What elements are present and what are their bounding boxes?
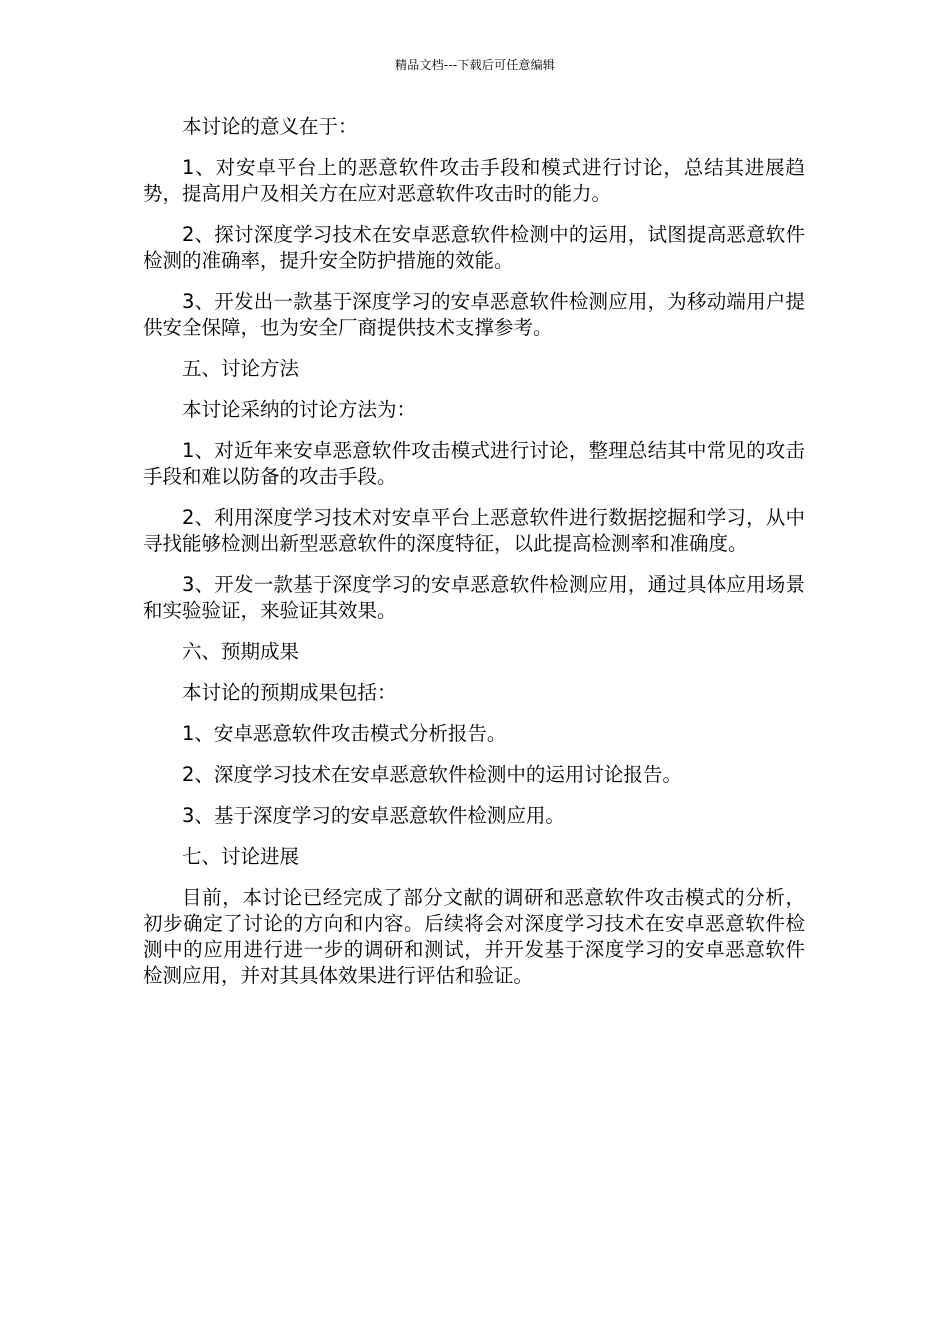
expected-results-item-1: 1、安卓恶意软件攻击模式分析报告。 bbox=[182, 722, 507, 745]
expected-results-intro: 本讨论的预期成果包括： bbox=[182, 681, 397, 704]
significance-item-2: 2、探讨深度学习技术在安卓恶意软件检测中的运用，试图提高恶意软件检测的准确率，提升安全防护措施的效能。 bbox=[143, 223, 805, 272]
progress-paragraph: 目前，本讨论已经完成了部分文献的调研和恶意软件攻击模式的分析，初步确定了讨论的方向和内容。后续将会对深度学习技术在安卓恶意软件检测中的应用进行进一步的调研和测试，并开发基于深度学习的安卓恶意软件检测应用，并对其具体效果进行评估和验证。 bbox=[143, 886, 805, 987]
methods-intro: 本讨论采纳的讨论方法为： bbox=[182, 398, 417, 421]
page-header: 精品文档---下载后可任意编辑 bbox=[395, 58, 555, 72]
section-heading-expected-results: 六、预期成果 bbox=[182, 640, 300, 663]
section-heading-methods: 五、讨论方法 bbox=[182, 357, 300, 380]
methods-item-2: 2、利用深度学习技术对安卓平台上恶意软件进行数据挖掘和学习，从中寻找能够检测出新型恶意软件的深度特征，以此提高检测率和准确度。 bbox=[143, 506, 805, 555]
significance-item-1: 1、对安卓平台上的恶意软件攻击手段和模式进行讨论，总结其进展趋势，提高用户及相关方在应对恶意软件攻击时的能力。 bbox=[143, 156, 805, 205]
expected-results-item-3: 3、基于深度学习的安卓恶意软件检测应用。 bbox=[182, 804, 565, 827]
methods-item-3: 3、开发一款基于深度学习的安卓恶意软件检测应用，通过具体应用场景和实验验证，来验证其效果。 bbox=[143, 573, 805, 622]
intro-significance: 本讨论的意义在于： bbox=[182, 115, 358, 138]
section-heading-progress: 七、讨论进展 bbox=[182, 845, 300, 868]
methods-item-1: 1、对近年来安卓恶意软件攻击模式进行讨论，整理总结其中常见的攻击手段和难以防备的攻击手段。 bbox=[143, 439, 805, 488]
significance-item-3: 3、开发出一款基于深度学习的安卓恶意软件检测应用，为移动端用户提供安全保障，也为安全厂商提供技术支撑参考。 bbox=[143, 290, 805, 339]
expected-results-item-2: 2、深度学习技术在安卓恶意软件检测中的运用讨论报告。 bbox=[182, 763, 682, 786]
document-body bbox=[143, 114, 805, 1004]
